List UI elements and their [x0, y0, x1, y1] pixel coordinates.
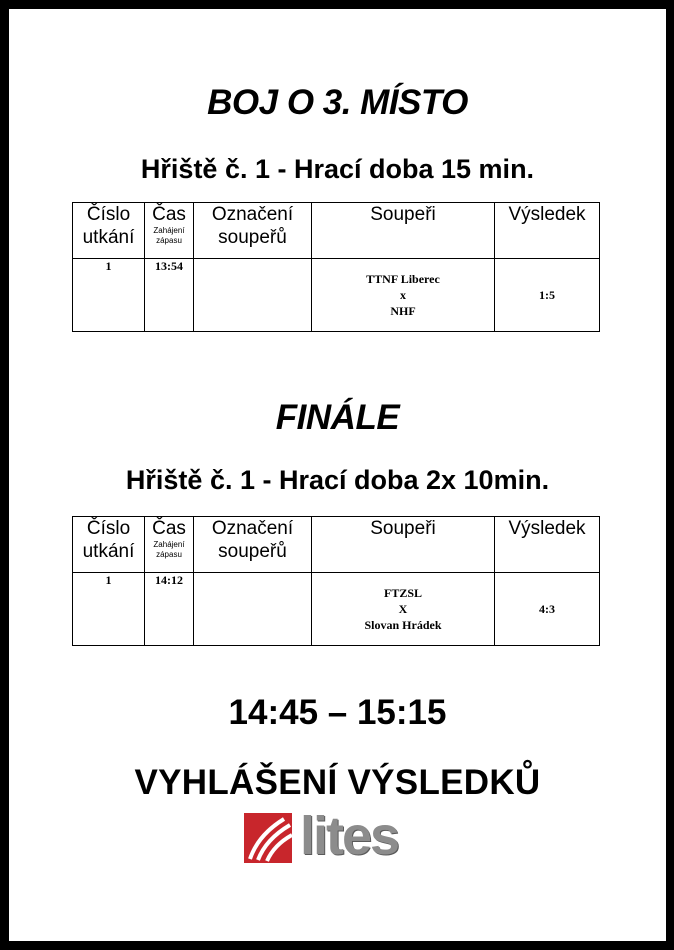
header-cas: Čas Zahájení zápasu	[145, 517, 194, 573]
match-result: 4:3	[495, 573, 600, 646]
match-opponents	[312, 259, 495, 332]
match-designation	[194, 259, 312, 332]
match-number: 1	[73, 573, 145, 646]
third-place-table	[72, 202, 600, 332]
final-table	[72, 516, 600, 646]
table-row	[73, 259, 600, 332]
third-place-title: BOJ O 3. MÍSTO	[207, 83, 468, 122]
header-vysledek: Výsledek	[495, 517, 600, 573]
header-souperi: Soupeři	[312, 203, 495, 259]
lites-wordmark: lites	[300, 806, 399, 866]
lites-claw-mark-icon	[244, 813, 292, 863]
team-home: FTZSL	[383, 586, 422, 600]
team-away: NHF	[390, 304, 416, 318]
header-souperi: Soupeři	[312, 517, 495, 573]
header-oznaceni: Označení soupeřů	[194, 517, 312, 573]
versus: X	[398, 602, 408, 616]
ceremony-label: VYHLÁŠENÍ VÝSLEDKŮ	[134, 763, 541, 802]
match-number: 1	[73, 259, 145, 332]
final-title: FINÁLE	[275, 398, 400, 437]
header-oznaceni: Označení soupeřů	[194, 203, 312, 259]
header-cislo: Číslo utkání	[73, 517, 145, 573]
header-cislo: Číslo utkání	[73, 203, 145, 259]
match-time: 13:54	[145, 259, 194, 332]
team-away: Slovan Hrádek	[364, 618, 442, 632]
team-home: TTNF Liberec	[366, 272, 440, 286]
poster-page	[9, 9, 666, 941]
match-time: 14:12	[145, 573, 194, 646]
ceremony-time: 14:45 – 15:15	[228, 693, 447, 732]
versus: x	[400, 288, 406, 302]
header-cas: Čas Zahájení zápasu	[145, 203, 194, 259]
table-row	[73, 573, 600, 646]
match-result: 1:5	[495, 259, 600, 332]
match-opponents	[312, 573, 495, 646]
match-designation	[194, 573, 312, 646]
table-header-row	[73, 203, 600, 259]
table-header-row	[73, 517, 600, 573]
header-vysledek: Výsledek	[495, 203, 600, 259]
final-subtitle: Hřiště č. 1 - Hrací doba 2x 10min.	[125, 465, 550, 495]
third-place-subtitle: Hřiště č. 1 - Hrací doba 15 min.	[140, 154, 535, 184]
lites-logo	[244, 806, 444, 866]
